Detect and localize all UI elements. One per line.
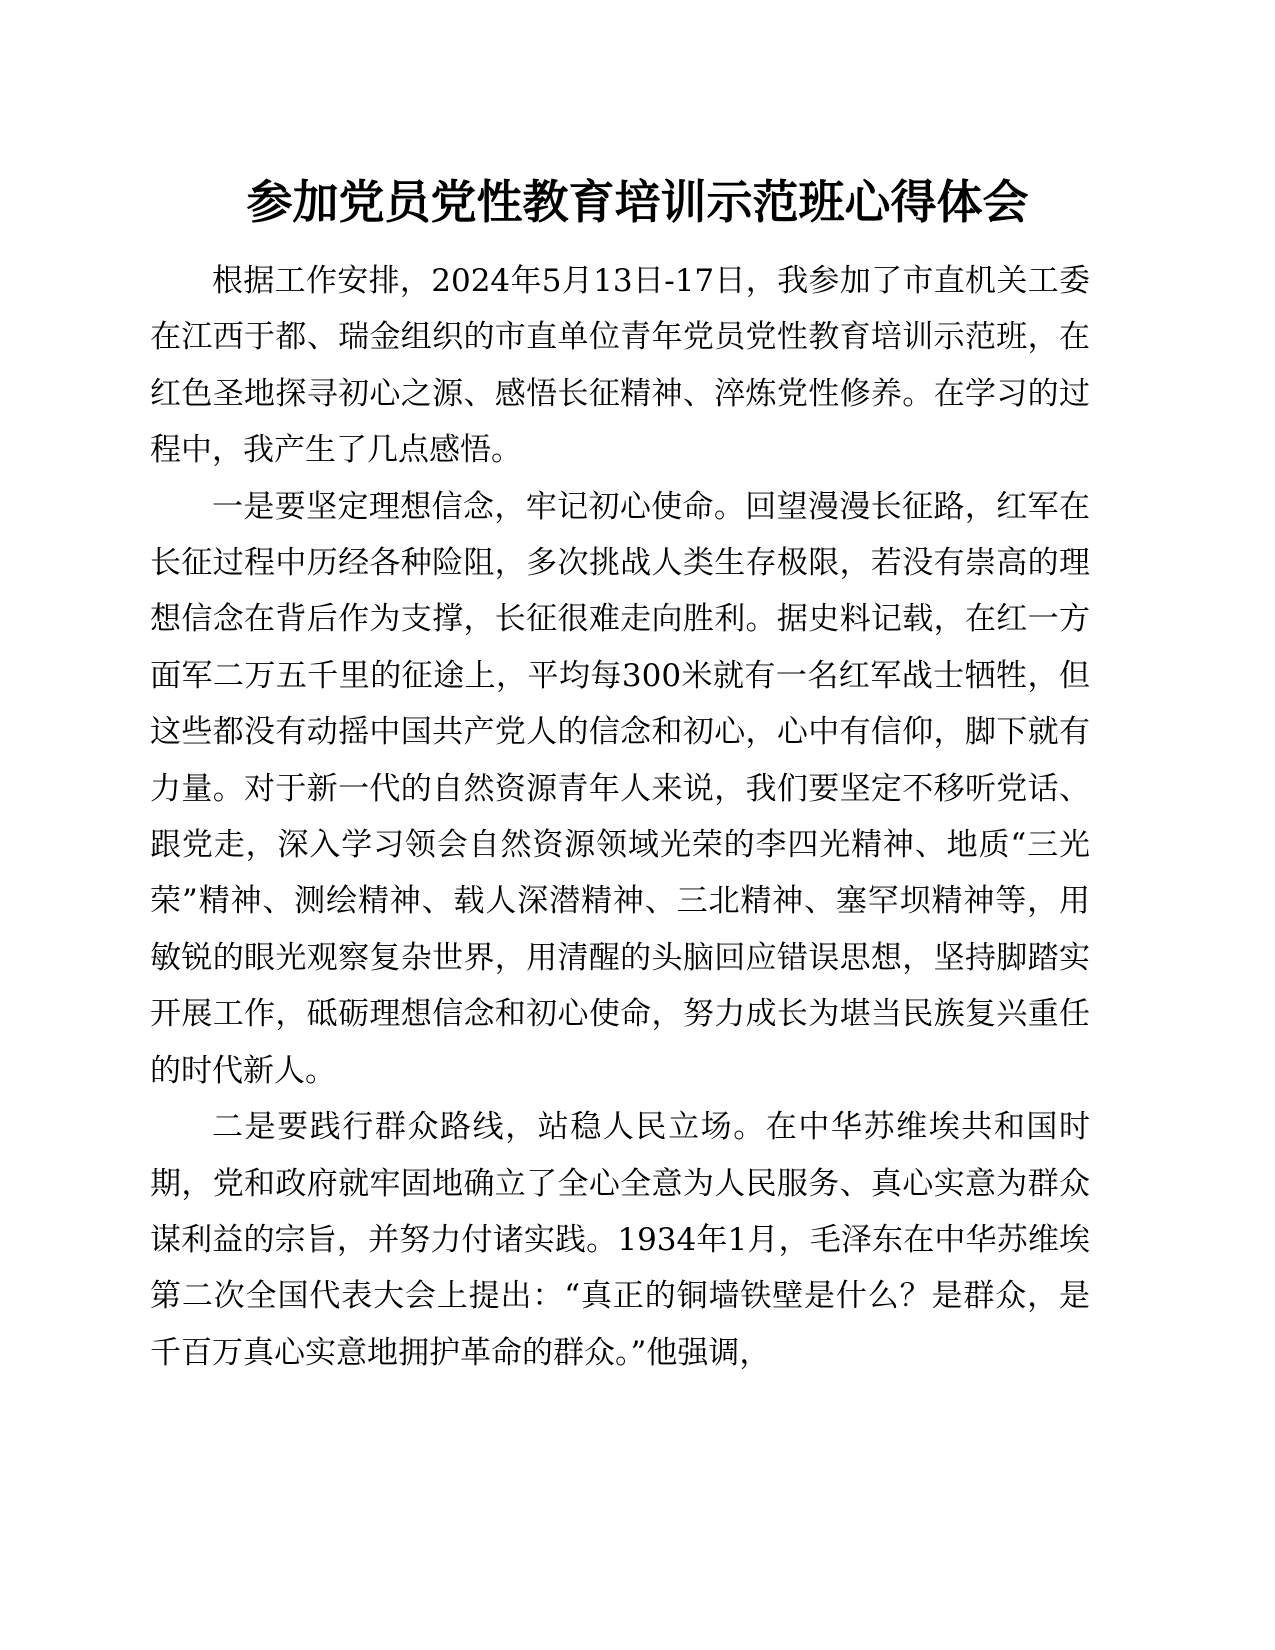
paragraph-intro: 根据工作安排，2024年5月13日-17日，我参加了市直机关工委在江西于都、瑞金组织的市直单位青年党员党性教育培训示范班，在红色圣地探寻初心之源、感悟长征精神、淬炼党性修养。在学习的过程中，我产生了几点感悟。 — [150, 263, 1090, 469]
document-title: 参加党员党性教育培训示范班心得体会 — [246, 175, 1029, 229]
document-body — [150, 253, 1090, 1381]
paragraph-point-two: 二是要践行群众路线，站稳人民立场。在中华苏维埃共和国时期，党和政府就牢固地确立了全心全意为人民服务、真心实意为群众谋利益的宗旨，并努力付诸实践。1934年1月，毛泽东在中华苏维埃第二次全国代表大会上提出：“真正的铜墙铁壁是什么？是群众，是千百万真心实意地拥护革命的群众。”他强调， — [150, 1109, 1090, 1371]
paragraph-point-one: 一是要坚定理想信念，牢记初心使命。回望漫漫长征路，红军在长征过程中历经各种险阻，多次挑战人类生存极限，若没有崇高的理想信念在背后作为支撑，长征很难走向胜利。据史料记载，在红一方面军二万五千里的征途上，平均每300米就有一名红军战士牺牲，但这些都没有动摇中国共产党人的信念和初心，心中有信仰，脚下就有力量。对于新一代的自然资源青年人来说，我们要坚定不移听党话、跟党走，深入学习领会自然资源领域光荣的李四光精神、地质“三光荣”精神、测绘精神、载人深潜精神、三北精神、塞罕坝精神等，用敏锐的眼光观察复杂世界，用清醒的头脑回应错误思想，坚持脚踏实开展工作，砥砺理想信念和初心使命，努力成长为堪当民族复兴重任的时代新人。 — [150, 488, 1090, 1089]
